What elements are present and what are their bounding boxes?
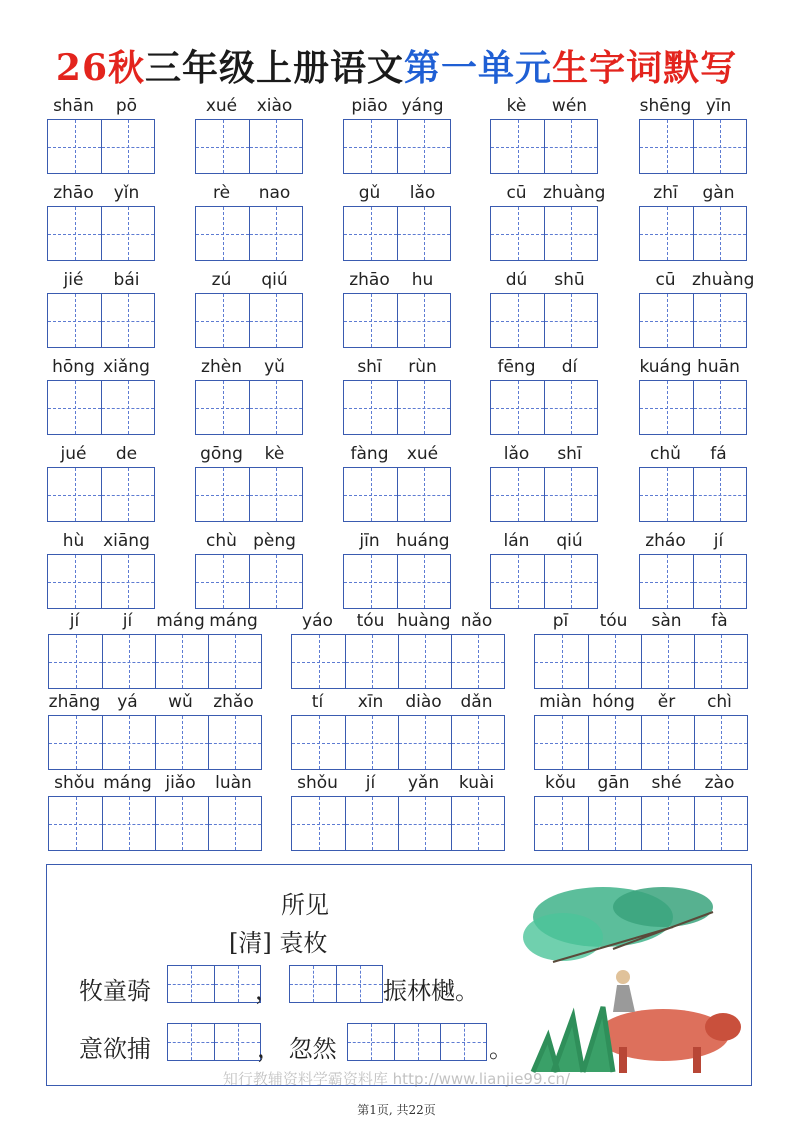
pinyin: huàng [397,611,451,631]
poem-line1-start: 牧童骑 [79,977,151,1005]
writing-cell[interactable] [544,294,597,347]
grass [533,1007,613,1072]
pinyin-row [343,531,449,551]
pinyin: hù [62,531,85,551]
pinyin: huān [697,357,740,377]
writing-cell[interactable] [101,120,154,173]
writing-cell[interactable] [155,716,208,769]
writing-cell[interactable] [693,294,746,347]
writing-cell[interactable] [694,797,747,850]
pinyin-row [47,531,153,551]
pinyin: pèng [253,531,296,551]
pinyin-row [195,531,301,551]
pinyin: zú [211,270,232,290]
pinyin: gān [597,773,630,793]
title-grade: 三年级上册语文 [145,47,405,89]
pinyin: shī [557,444,582,464]
pinyin-row [534,692,746,712]
pinyin: bái [113,270,140,290]
title-unit: 第一单元 [404,47,553,89]
pinyin-row [195,444,301,464]
writing-boxes [343,380,451,435]
poem-line1-comma: ， [255,977,279,1005]
poem-line2-end: 。 [489,1035,513,1063]
writing-cell[interactable] [196,381,249,434]
pinyin: máng [209,611,258,631]
pinyin: fēng [497,357,536,377]
title-year: 26 [55,47,109,89]
pinyin: kè [506,96,527,116]
writing-boxes [291,715,505,770]
pinyin-row [343,270,449,290]
writing-cell[interactable] [208,716,261,769]
writing-cell[interactable] [249,207,302,260]
writing-cell[interactable] [48,555,101,608]
pinyin: gōng [200,444,243,464]
pinyin-row [639,357,745,377]
writing-cell[interactable] [693,555,746,608]
pinyin-row [195,357,301,377]
pinyin: qiú [261,270,288,290]
pinyin: xīn [357,692,384,712]
pinyin-row [490,183,606,203]
pinyin: jí [713,531,724,551]
pinyin: jí [365,773,376,793]
writing-cell[interactable] [49,716,102,769]
writing-cell[interactable] [398,635,451,688]
pinyin: zháo [645,531,686,551]
writing-cell[interactable] [694,716,747,769]
writing-cell[interactable] [588,635,641,688]
writing-boxes [195,554,303,609]
writing-cell[interactable] [196,468,249,521]
pinyin: chì [707,692,732,712]
writing-cell[interactable] [48,468,101,521]
pinyin-row [48,692,260,712]
pinyin: hōng [52,357,95,377]
writing-boxes [291,796,505,851]
pinyin: fà [711,611,728,631]
pinyin: wén [551,96,588,116]
pinyin: yǔ [264,357,285,377]
writing-cell[interactable] [544,120,597,173]
writing-cell[interactable] [588,797,641,850]
pinyin-row [47,270,153,290]
pinyin: jié [63,270,84,290]
pinyin: nǎo [460,611,493,631]
writing-boxes [47,554,155,609]
poem-blank-4[interactable] [347,1023,487,1061]
title-season: 秋 [108,47,146,89]
writing-cell[interactable] [102,635,155,688]
writing-boxes [47,467,155,522]
writing-cell[interactable] [344,381,397,434]
pinyin: yǎn [407,773,440,793]
writing-cell[interactable] [641,716,694,769]
poem-author: [清] 袁枚 [229,929,328,957]
writing-cell[interactable] [535,635,588,688]
pinyin-row [291,692,503,712]
pinyin: shān [53,96,94,116]
writing-boxes [490,554,598,609]
writing-boxes [639,380,747,435]
page-title [0,40,793,91]
buffalo-and-boy [597,970,741,1073]
pinyin-row [343,183,449,203]
writing-cell[interactable] [641,797,694,850]
writing-cell[interactable] [249,120,302,173]
pinyin: sàn [651,611,682,631]
pinyin-row [343,96,449,116]
pinyin-row [639,270,755,290]
pinyin: kè [264,444,285,464]
writing-boxes [48,796,262,851]
writing-cell[interactable] [397,555,450,608]
writing-cell[interactable] [344,555,397,608]
writing-cell[interactable] [102,716,155,769]
pinyin: zhāo [53,183,94,203]
pinyin: pī [552,611,569,631]
writing-cell[interactable] [640,294,693,347]
pinyin: huáng [396,531,450,551]
writing-cell[interactable] [208,797,261,850]
pinyin: gàn [702,183,735,203]
writing-boxes [343,206,451,261]
pinyin-row [639,183,745,203]
pinyin: shī [357,357,382,377]
writing-cell[interactable] [397,120,450,173]
pinyin-row [490,444,596,464]
writing-cell[interactable] [544,468,597,521]
writing-cell[interactable] [49,635,102,688]
pinyin: yáng [401,96,444,116]
writing-cell[interactable] [196,207,249,260]
writing-boxes [343,554,451,609]
writing-cell[interactable] [345,716,398,769]
pinyin: tóu [599,611,628,631]
pinyin: zhèn [201,357,242,377]
writing-cell[interactable] [398,716,451,769]
pinyin-row [490,531,596,551]
poem-panel [46,864,752,1086]
writing-cell[interactable] [544,207,597,260]
writing-cell[interactable] [397,207,450,260]
pinyin: luàn [215,773,252,793]
writing-cell[interactable] [101,555,154,608]
writing-boxes [47,380,155,435]
pinyin-row [48,773,260,793]
pinyin: yǐn [113,183,140,203]
writing-boxes [343,293,451,348]
pinyin: diào [405,692,442,712]
watermark: 知行教辅资料学霸资料库 http://www.lianjie99.cn/ [222,1070,571,1088]
pinyin: zhāng [48,692,101,712]
writing-cell[interactable] [491,468,544,521]
pinyin: ěr [657,692,676,712]
writing-boxes [534,796,748,851]
writing-boxes [490,380,598,435]
poem-blank-3[interactable] [167,1023,261,1061]
writing-boxes [490,467,598,522]
writing-cell[interactable] [48,294,101,347]
title-topic: 生字词默写 [552,47,738,89]
pinyin: lǎo [409,183,436,203]
pinyin: piāo [351,96,388,116]
pinyin: shǒu [54,773,95,793]
pinyin: zhuàng [692,270,755,290]
pinyin-row [490,270,596,290]
pinyin: fá [710,444,727,464]
pinyin: tóu [356,611,385,631]
writing-boxes [534,634,748,689]
pinyin-row [47,444,153,464]
pinyin: shēng [639,96,692,116]
writing-boxes [490,293,598,348]
writing-cell[interactable] [588,716,641,769]
pinyin: xiǎng [103,357,150,377]
writing-cell[interactable] [155,635,208,688]
writing-boxes [343,119,451,174]
writing-boxes [195,119,303,174]
pinyin: zhāo [349,270,390,290]
pinyin: jiǎo [165,773,196,793]
pinyin-row [195,183,301,203]
writing-boxes [47,206,155,261]
writing-cell[interactable] [451,716,504,769]
writing-cell[interactable] [451,635,504,688]
pinyin: yīn [705,96,732,116]
writing-boxes [534,715,748,770]
pinyin: nao [258,183,291,203]
pinyin: yáo [302,611,333,631]
writing-boxes [343,467,451,522]
poem-illustration [513,877,753,1077]
pinyin-row [195,96,301,116]
writing-cell[interactable] [544,555,597,608]
pinyin: rùn [408,357,437,377]
writing-cell[interactable] [196,294,249,347]
writing-cell[interactable] [491,381,544,434]
writing-cell[interactable] [535,716,588,769]
pinyin: qiú [556,531,583,551]
pinyin: lǎo [503,444,530,464]
writing-boxes [195,293,303,348]
pinyin: jué [60,444,87,464]
pinyin: xiào [256,96,293,116]
writing-boxes [639,293,747,348]
tree-foliage [523,887,713,962]
pinyin-row [534,773,746,793]
pinyin: fàng [350,444,389,464]
writing-cell[interactable] [48,120,101,173]
writing-cell[interactable] [292,797,345,850]
pinyin-row [490,96,596,116]
pinyin-row [639,96,745,116]
pinyin: máng [156,611,205,631]
writing-cell[interactable] [693,207,746,260]
pinyin-row [48,611,260,631]
writing-cell[interactable] [344,207,397,260]
pinyin: tí [311,692,324,712]
pinyin-row [639,444,745,464]
pinyin: jí [69,611,80,631]
pinyin-row [195,270,301,290]
writing-cell[interactable] [101,294,154,347]
pinyin: shū [554,270,585,290]
pinyin: hu [411,270,434,290]
pinyin: jīn [359,531,380,551]
writing-boxes [490,206,598,261]
pinyin: shé [651,773,682,793]
writing-cell[interactable] [535,797,588,850]
writing-cell[interactable] [196,555,249,608]
pinyin: lán [503,531,530,551]
pinyin: de [115,444,138,464]
writing-cell[interactable] [48,207,101,260]
pinyin-row [343,444,449,464]
writing-boxes [639,119,747,174]
writing-cell[interactable] [694,635,747,688]
poem-title: 所见 [281,891,329,919]
pinyin: dú [505,270,528,290]
writing-cell[interactable] [451,797,504,850]
writing-cell[interactable] [102,797,155,850]
poem-line1-end: 振林樾。 [383,977,479,1005]
writing-cell[interactable] [101,468,154,521]
writing-cell[interactable] [345,635,398,688]
writing-boxes [48,634,262,689]
pinyin-row [47,183,153,203]
writing-cell[interactable] [491,555,544,608]
writing-boxes [490,119,598,174]
writing-cell[interactable] [544,381,597,434]
pinyin-row [343,357,449,377]
pinyin-row [490,357,596,377]
page-footer: 第1页, 共22页 [357,1103,436,1117]
pinyin: kǒu [544,773,577,793]
writing-cell[interactable] [344,294,397,347]
writing-cell[interactable] [398,797,451,850]
pinyin: chù [206,531,237,551]
writing-cell[interactable] [249,381,302,434]
writing-cell[interactable] [693,120,746,173]
writing-cell[interactable] [155,797,208,850]
writing-cell[interactable] [640,468,693,521]
poem-line2-mid: ， 忽然 [257,1035,337,1063]
writing-cell[interactable] [292,635,345,688]
writing-boxes [291,634,505,689]
writing-cell[interactable] [249,555,302,608]
writing-cell[interactable] [491,294,544,347]
pinyin: jí [122,611,133,631]
pinyin: hóng [592,692,635,712]
pinyin-row [534,611,746,631]
writing-cell[interactable] [249,294,302,347]
pinyin: dí [561,357,578,377]
pinyin: cū [506,183,527,203]
pinyin: rè [212,183,231,203]
writing-boxes [48,715,262,770]
writing-cell[interactable] [48,381,101,434]
pinyin: máng [103,773,152,793]
writing-cell[interactable] [208,635,261,688]
writing-cell[interactable] [640,120,693,173]
writing-boxes [195,206,303,261]
writing-cell[interactable] [249,468,302,521]
writing-cell[interactable] [292,716,345,769]
pinyin: zhī [653,183,678,203]
pinyin: xiāng [103,531,150,551]
pinyin: zhuàng [543,183,606,203]
pinyin-row [291,773,503,793]
pinyin: pō [115,96,138,116]
writing-boxes [639,554,747,609]
pinyin: yá [117,692,138,712]
pinyin: kuáng [639,357,692,377]
writing-cell[interactable] [491,207,544,260]
pinyin-row [47,357,153,377]
pinyin: chǔ [650,444,681,464]
pinyin-row [291,611,503,631]
writing-cell[interactable] [640,555,693,608]
pinyin: zào [704,773,735,793]
writing-cell[interactable] [693,468,746,521]
pinyin: cū [655,270,676,290]
pinyin-row [639,531,745,551]
writing-boxes [639,467,747,522]
writing-cell[interactable] [101,207,154,260]
writing-cell[interactable] [101,381,154,434]
writing-cell[interactable] [693,381,746,434]
writing-cell[interactable] [640,381,693,434]
poem-blank-2[interactable] [289,965,383,1003]
writing-cell[interactable] [344,120,397,173]
writing-cell[interactable] [491,120,544,173]
writing-boxes [195,380,303,435]
writing-boxes [47,119,155,174]
pinyin: kuài [458,773,495,793]
pinyin: gǔ [358,183,381,203]
writing-cell[interactable] [344,468,397,521]
pinyin: wǔ [168,692,193,712]
poem-line2-start: 意欲捕 [79,1035,151,1063]
writing-cell[interactable] [49,797,102,850]
pinyin-row [47,96,153,116]
writing-cell[interactable] [345,797,398,850]
pinyin: shǒu [297,773,338,793]
pinyin: xué [205,96,238,116]
writing-cell[interactable] [397,381,450,434]
writing-cell[interactable] [641,635,694,688]
pinyin: dǎn [460,692,493,712]
writing-boxes [639,206,747,261]
writing-boxes [47,293,155,348]
pinyin: xué [406,444,439,464]
pinyin: miàn [539,692,582,712]
writing-cell[interactable] [397,294,450,347]
writing-cell[interactable] [397,468,450,521]
writing-cell[interactable] [196,120,249,173]
writing-cell[interactable] [640,207,693,260]
pinyin: zhǎo [213,692,254,712]
writing-boxes [195,467,303,522]
poem-blank-1[interactable] [167,965,261,1003]
